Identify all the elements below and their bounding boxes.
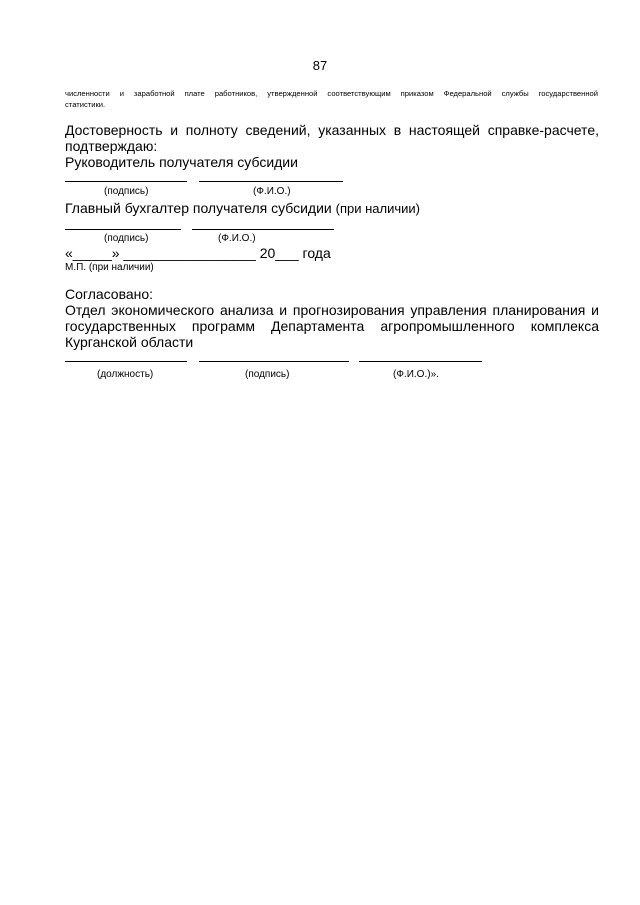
- head-signature-line: [65, 181, 187, 182]
- date-line: [65, 245, 331, 261]
- agreed-fio-caption: (Ф.И.О.)».: [393, 369, 439, 380]
- date-year-word: года: [302, 245, 331, 261]
- date-open-quote: «: [65, 245, 73, 261]
- accountant-signature-line: [65, 229, 181, 230]
- agreed-title: Согласовано:: [65, 286, 154, 302]
- date-month-blank: _________________: [123, 245, 256, 261]
- agreed-signature-caption: (подпись): [245, 369, 290, 380]
- agreed-position-line: [65, 361, 187, 362]
- footnote-line-1: численности и заработной плате работников, утвержденной соответствующим приказом Федеральной службы государственной: [65, 89, 598, 98]
- accountant-signature-caption: (подпись): [104, 233, 149, 244]
- date-year-prefix: 20___: [259, 245, 299, 261]
- accountant-fio-caption: (Ф.И.О.): [218, 233, 256, 244]
- date-close-quote: »: [111, 245, 120, 261]
- confirmation-text-line-1: Достоверность и полноту сведений, указанных в настоящей справке-расчете,: [65, 122, 599, 138]
- head-title: Руководитель получателя субсидии: [65, 154, 298, 170]
- agreed-fio-line: [359, 361, 482, 362]
- accountant-fio-line: [192, 229, 334, 230]
- head-signature-caption: (подпись): [104, 186, 149, 197]
- accountant-title: [65, 200, 420, 217]
- head-fio-caption: (Ф.И.О.): [253, 186, 291, 197]
- agreed-position-caption: (должность): [97, 369, 154, 380]
- accountant-note: (при наличии): [335, 201, 420, 216]
- accountant-title-text: Главный бухгалтер получателя субсидии: [65, 200, 332, 216]
- agreed-signature-line: [199, 361, 349, 362]
- date-day-blank: _____: [72, 245, 112, 261]
- department-line-3: Курганской области: [65, 334, 194, 350]
- confirmation-text-line-2: подтверждаю:: [65, 138, 158, 154]
- page-number: 87: [312, 58, 328, 73]
- footnote-line-2: статистики.: [65, 100, 106, 109]
- department-line-1: Отдел экономического анализа и прогнозирования управления планирования и: [65, 302, 599, 318]
- stamp-label: М.П. (при наличии): [65, 262, 154, 273]
- department-line-2: государственных программ Департамента агропромышленного комплекса: [65, 318, 599, 334]
- head-fio-line: [199, 181, 343, 182]
